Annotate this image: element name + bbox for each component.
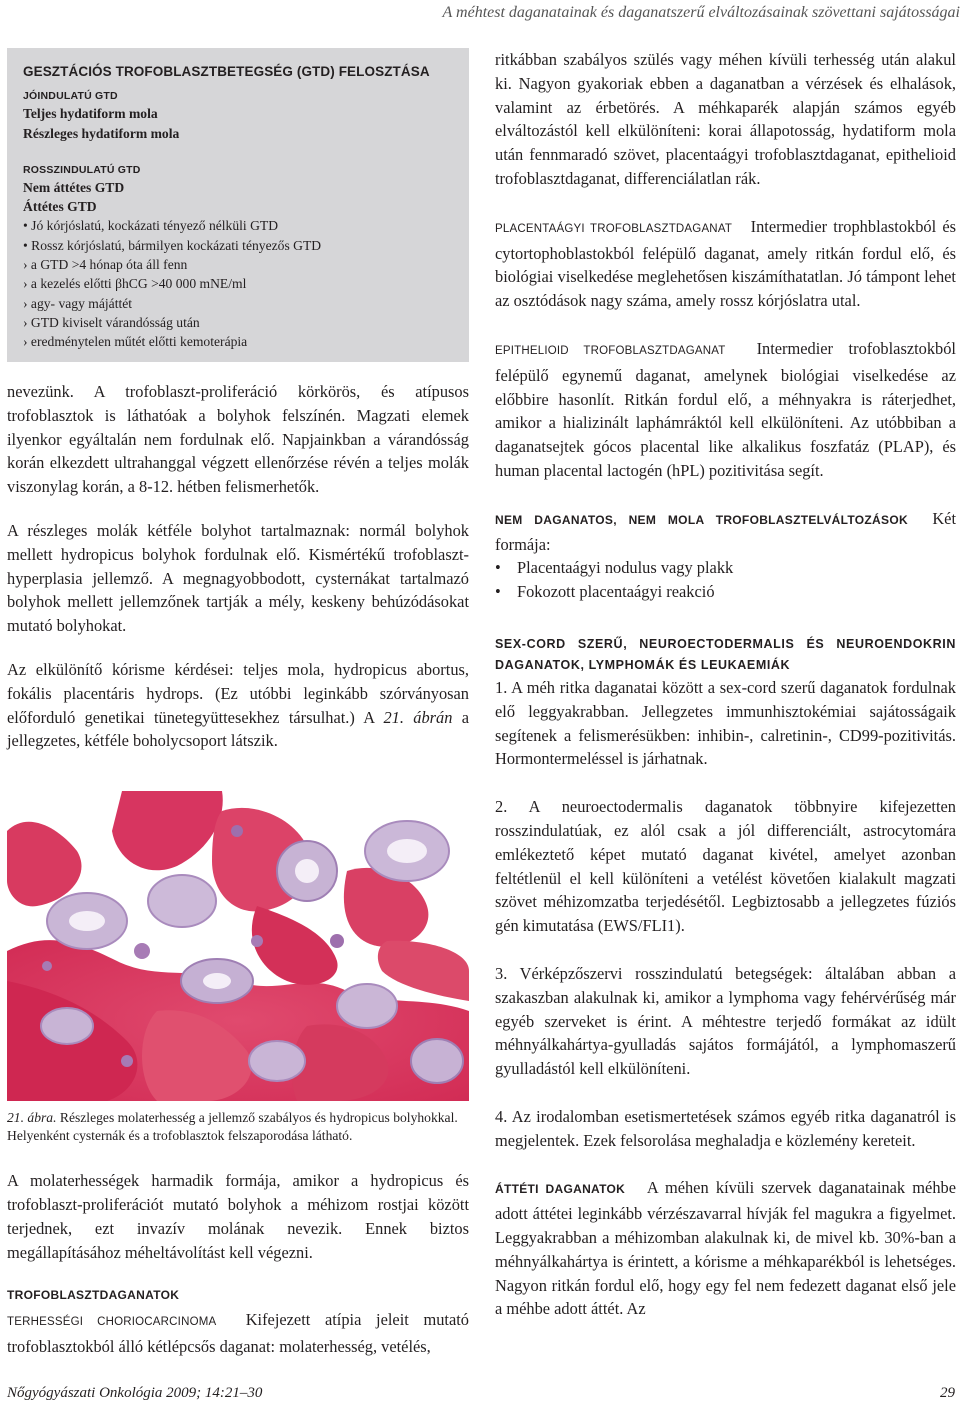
running-head: A méhtest daganatainak és daganatszerű elváltozásainak szövettani sajátosságai [442,4,960,21]
non-neoplastic-list [495,556,956,604]
gtd-benign-item: Részleges hydatiform mola [23,125,180,141]
non-neoplastic-heading: NEM DAGANATOS, NEM MOLA TROFOBLASZTELVÁLTOZÁSOK [495,512,908,527]
figure-label: 21. ábra. [7,1110,57,1126]
choriocarcinoma-heading: TERHESSÉGI CHORIOCARCINOMA [7,1316,217,1329]
gtd-risk-item: › a kezelés előtti βhCG >40 000 mNE/ml [23,276,247,292]
figure-caption: 21. ábra. Részleges molaterhesség a jellemző szabályos és hydropicus bolyhokkal. Helyenként cysternák és a trofoblasztok felszaporodása látható. [7,1110,458,1144]
left-paragraph-2: A részleges molák kétféle bolyhot tartalmaznak: normál bolyhok mellett hydropicus bolyhok fordulnak elő. Kismértékű trofoblaszt-hyperplasia jellemző. A megnagyobbodott, cysternákat tartalmazó bolyhok mellett jellemzőnek tartják a mély, keskeny behúzódásokat mutató bolyhokat. [7,520,469,636]
gtd-risk-item: › agy- vagy májáttét [23,295,133,311]
metastatic-heading: ÁTTÉTI DAGANATOK [495,1182,626,1197]
gtd-benign-heading: JÓINDULATÚ GTD [23,90,118,103]
sexcord-heading: SEX-CORD SZERŰ, NEUROECTODERMALIS ÉS NEUROENDOKRIN DAGANATOK, LYMPHOMÁK ÉS LEUKAEMIÁK [495,636,956,672]
journal-citation: Nőgyógyászati Onkológia 2009; 14:21–30 [7,1385,263,1401]
gtd-box-title: GESZTÁCIÓS TROFOBLASZTBETEGSÉG (GTD) FELOSZTÁSA [23,64,430,79]
figure-reference: 21. ábrán [383,707,453,727]
gtd-classification-box [7,48,469,362]
left-paragraph-5: TERHESSÉGI CHORIOCARCINOMA Kifejezett atípia jeleit mutató trofoblasztokból álló kétlépcsős daganat: molaterhesség, vetélés, [7,1310,469,1357]
right-paragraph-1: ritkábban szabályos szülés vagy méhen kívüli terhesség után alakul ki. Nagyon gyakoriak ebben a daganatban a vérzések és elhalások, valamint az érbetörés. A méhkaparék alapján számos egyéb elváltozástól kell elkülöníteni: korai állapotosság, hydatiform mola után fennmaradó szövet, placentaágyi trofoblasztdaganat, epithelioid trofoblasztdaganat, differenciálatlan rák. [495,50,956,188]
gtd-benign-item: Teljes hydatiform mola [23,106,158,122]
histology-micrograph [7,791,469,1101]
epithelioid-heading: EPITHELIOID TROFOBLASZTDAGANAT [495,344,726,357]
right-paragraph-9: ÁTTÉTI DAGANATOK A méhen kívüli szervek daganatainak méhbe adott áttétei leginkább vérzészavarral hívják fel magukra a figyelmet. Leggyakrabban a méhizomban alakulnak ki, de mivel kb. 30%-ban a méhnyálkahártya is érintett, a kórisme a méhkaparékból is lehetséges. Nagyon ritkán fordul elő, hogy egy fel nem fedezett daganat első jele a méhbe adott áttét. Az [495,1178,956,1319]
list-item: • Placentaágyi nodulus vagy plakk [495,556,956,580]
right-paragraph-4: NEM DAGANATOS, NEM MOLA TROFOBLASZTELVÁLTOZÁSOK Két formája: [495,508,957,554]
trofoblast-tumors-heading: TROFOBLASZTDAGANATOK [7,1288,180,1303]
gtd-risk-item: › a GTD >4 hónap óta áll fenn [23,257,188,273]
gtd-malignant-item: Áttétes GTD [23,199,97,215]
right-paragraph-7: 3. Vérképzőszervi rosszindulatú betegségek: általában abban a szakaszban alakulnak ki, amikor a lymphoma vagy fehérvérűség már egyéb szerveket is érint. A méhtestre terjedő formákat az idült méhnyálkahártya-gyulladás sajátos formájától, a lymphomaszerű gyulladástól kell elkülöníteni. [495,963,956,1079]
right-column [495,48,956,1321]
right-paragraph-2: PLACENTAÁGYI TROFOBLASZTDAGANAT Intermedier trophblastokból és cytortophoblastokból felépülő daganat, amely ritkán fordul elő, és biológiai viselkedése meglehetősen kiszámíthatatlan. Jó támpont lehet az osztódások nagy száma, amely rossz kórjóslatra utal. [495,216,957,311]
left-paragraph-4: A molaterhességek harmadik formája, amikor a hydropicus és trofoblaszt-proliferációt mutató bolyhok a méhizom rostjai között terjednek, ezt invazív molának nevezik. Ennek biztos megállapításához méheltávolítást kell végezni. [7,1171,469,1262]
gtd-risk-item: › eredménytelen műtét előtti kemoterápia [23,334,248,350]
gtd-prognosis-item: • Rossz kórjóslatú, bármilyen kockázati tényezős GTD [23,237,322,253]
gtd-prognosis-item: • Jó kórjóslatú, kockázati tényező nélküli GTD [23,218,279,234]
left-column [7,48,469,1359]
placental-site-heading: PLACENTAÁGYI TROFOBLASZTDAGANAT [495,222,733,235]
right-paragraph-5: 1. A méh ritka daganatai között a sex-cord szerű daganatok fordulnak elő leggyakrabban. Jellegzetes immunhisztokémiai sajátosságaik segítenek a felismerésükben: inhibin-, calretinin-, CD99-pozitivitás. Hormontermeléssel is járhatnak. [495,677,956,769]
left-paragraph-3: Az elkülönítő kórisme kérdései: teljes mola, hydropicus abortus, fokális placentáris hydrops. (Ez utóbbi leginkább szórványosan előforduló genetikai tünetegyüttesekhez társulhat.) A 21. ábrán a jellegzetes, kétféle boholycsoport látszik. [7,659,469,751]
list-item: • Fokozott placentaágyi reakció [495,580,956,604]
gtd-malignant-heading: ROSSZINDULATÚ GTD [23,163,141,176]
right-paragraph-6: 2. A neuroectodermalis daganatok többnyire kifejezetten rosszindulatúak, ez alól csak a jól differenciált, astrocytomára emlékeztető képet mutató daganat kivétel, amelyet azonban feltétlenül el kell különíteni a vetélést követően kialakult magzati szövet méhizomzatba terjedésétől. Legbiztosabb a jellegzetes fúziós gén kimutatása (EWS/FLI1). [495,797,956,936]
left-paragraph-1: nevezünk. A trofoblaszt-proliferáció körkörös, és atípusos trofoblasztok is láthatóak a bolyhok felszínén. Magzati elemek ilyenkor egyáltalán nem fordulnak elő. Napjainkban a várandósság korán elkezdett ultrahanggal végzett ellenőrzése révén a teljes molák viszonylag korán, a 8-12. hétben felismerhetők. [7,382,469,497]
gtd-risk-item: › GTD kiviselt várandósság után [23,314,200,330]
histology-figure [7,791,469,1101]
right-paragraph-8: 4. Az irodalomban esetismertetések számos egyéb ritka daganatról is megjelentek. Ezek felsorolása meghaladja e közlemény kereteit. [495,1106,956,1150]
page-number: 29 [940,1385,955,1401]
right-paragraph-3: EPITHELIOID TROFOBLASZTDAGANAT Intermedier trofoblasztokból felépülő egynemű daganat, amelynek biológiai viselkedése az előbbire hasonlít. Ritkán fordul elő, a méhnyakra is ráterjedhet, amikor a hializinált laphámráktól kell elkülöníteni. Az utóbbiban a daganatsejtek gócos placental like alkalikus foszfatáz (PLAP), és human placental lactogén (hPL) pozitivitása segít. [495,338,956,480]
gtd-malignant-item: Nem áttétes GTD [23,179,125,195]
